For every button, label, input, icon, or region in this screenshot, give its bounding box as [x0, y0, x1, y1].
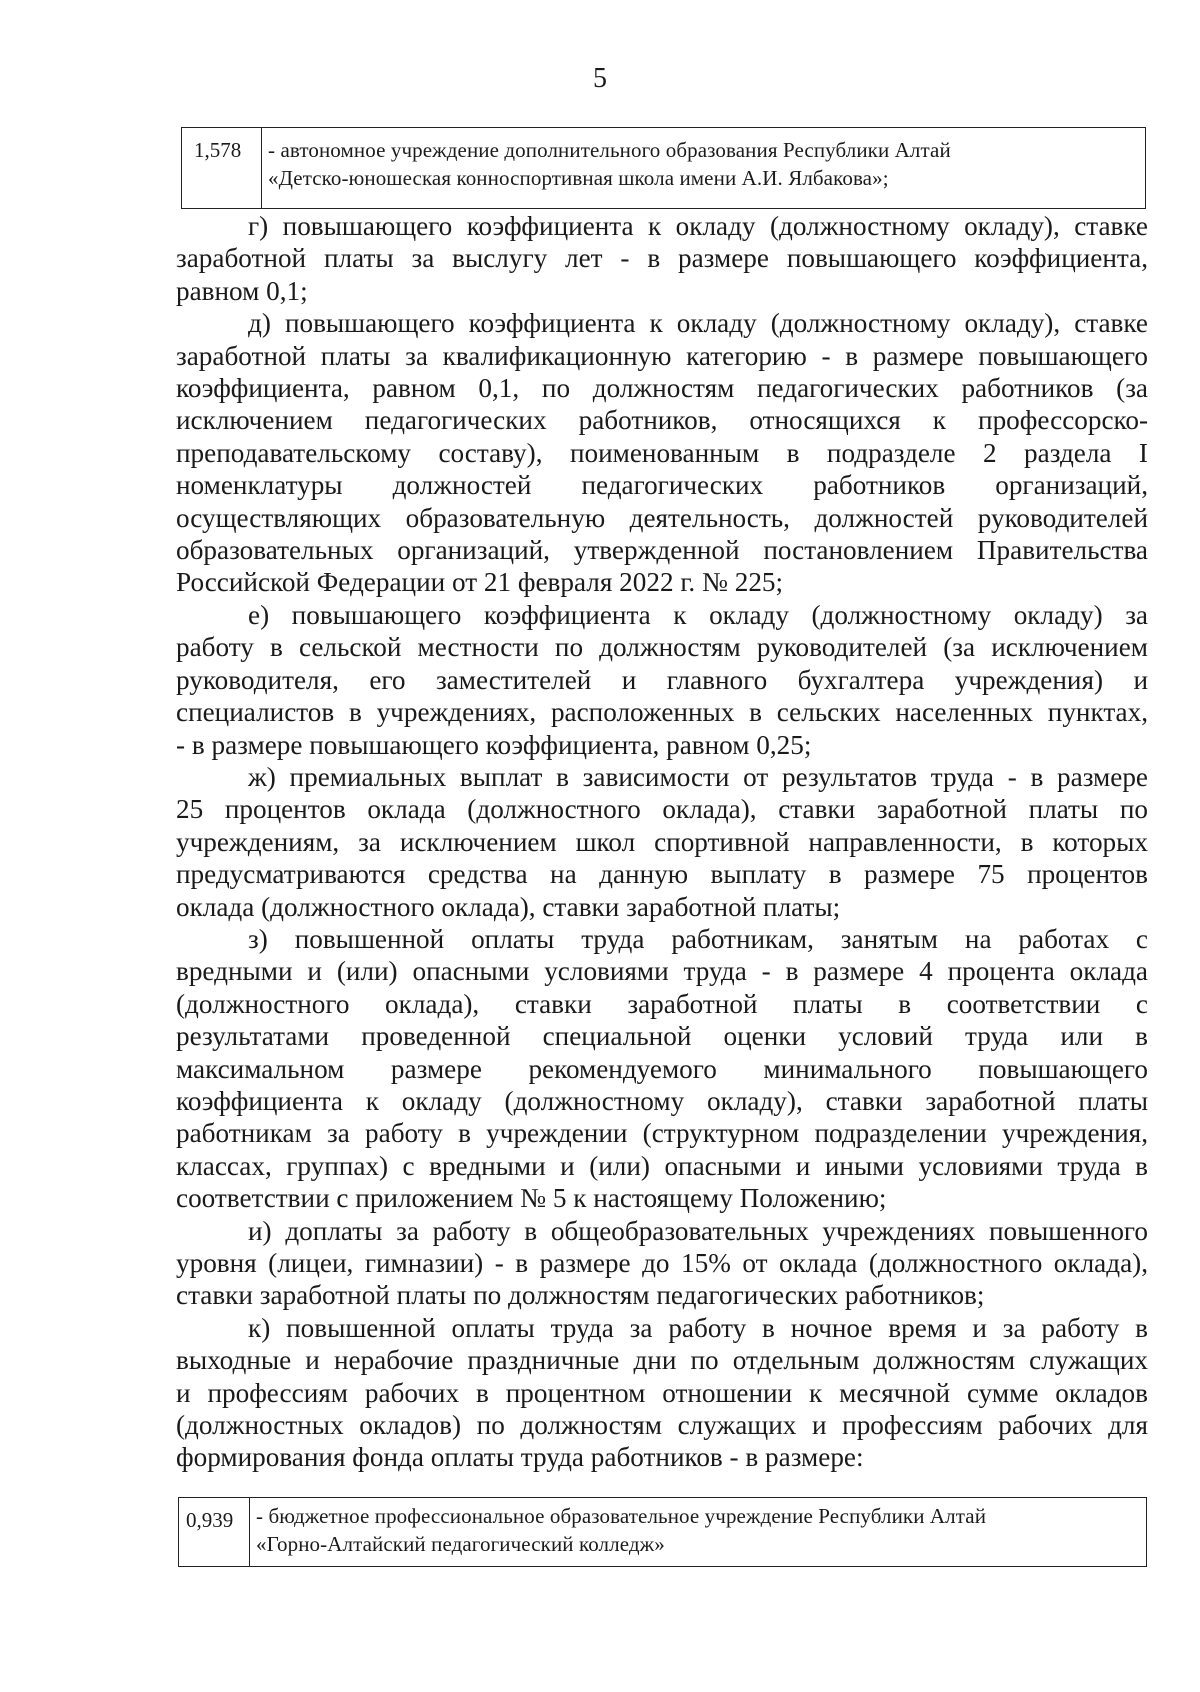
paragraph-line: классах, группах) с вредными и (или) опасными и иными условиями труда в	[176, 1150, 1148, 1181]
paragraph-item-e	[176, 599, 1148, 761]
paragraph-item-zh	[176, 761, 1148, 923]
page-number: 5	[593, 63, 607, 94]
paragraph-line: максимальном размере рекомендуемого минимального повышающего	[176, 1053, 1148, 1084]
paragraph-line: д) повышающего коэффициента к окладу (должностному окладу), ставке	[248, 308, 1148, 339]
paragraph-line: руководителя, его заместителей и главного бухгалтера учреждения) и	[176, 664, 1148, 695]
paragraph-item-d	[176, 307, 1148, 599]
institution-line: «Горно-Алтайский педагогический колледж»	[256, 1532, 665, 1556]
paragraph-line: формирования фонда оплаты труда работников - в размере:	[176, 1442, 864, 1473]
paragraph-line: заработной платы за квалификационную категорию - в размере повышающего	[176, 340, 1148, 371]
paragraph-line: (должностных окладов) по должностям служащих и профессиям рабочих для	[176, 1410, 1148, 1441]
paragraph-line: работу в сельской местности по должностям руководителей (за исключением	[176, 632, 1148, 663]
paragraph-line: заработной платы за выслугу лет - в размере повышающего коэффициента,	[176, 243, 1148, 274]
paragraph-line: учреждениям, за исключением школ спортивной направленности, в которых	[176, 826, 1148, 857]
institution-line: - автономное учреждение дополнительного образования Республики Алтай	[268, 138, 951, 162]
coefficient-table-bottom	[178, 1497, 1147, 1567]
paragraph-line: преподавательскому составу), поименованным в подразделе 2 раздела I	[176, 437, 1148, 468]
paragraph-line: осуществляющих образовательную деятельность, должностей руководителей	[176, 502, 1148, 533]
paragraph-line: образовательных организаций, утвержденной постановлением Правительства	[176, 535, 1148, 566]
paragraph-line: исключением педагогических работников, относящихся к профессорско-	[176, 405, 1148, 436]
coefficient-value: 1,578	[182, 128, 262, 208]
paragraph-line: предусматриваются средства на данную выплату в размере 75 процентов	[176, 859, 1148, 890]
institution-description	[262, 128, 959, 208]
paragraph-item-z	[176, 923, 1148, 1215]
paragraph-line: ставки заработной платы по должностям педагогических работников;	[176, 1280, 985, 1311]
paragraph-line: коэффициента, равном 0,1, по должностям педагогических работников (за	[176, 373, 1148, 404]
paragraph-line: номенклатуры должностей педагогических работников организаций,	[176, 470, 1148, 501]
paragraph-item-k	[176, 1312, 1148, 1474]
paragraph-line: и) доплаты за работу в общеобразовательных учреждениях повышенного	[248, 1215, 1148, 1246]
paragraph-line: е) повышающего коэффициента к окладу (должностному окладу) за	[248, 599, 1148, 630]
paragraph-item-i	[176, 1215, 1148, 1312]
paragraph-line: коэффициента к окладу (должностному окладу), ставки заработной платы	[176, 1085, 1148, 1116]
institution-line: - бюджетное профессиональное образовательное учреждение Республики Алтай	[256, 1504, 987, 1528]
paragraph-line: к) повышенной оплаты труда за работу в ночное время и за работу в	[248, 1312, 1148, 1343]
paragraph-line: и профессиям рабочих в процентном отношении к месячной сумме окладов	[176, 1377, 1148, 1408]
paragraph-line: Российской Федерации от 21 февраля 2022 г. № 225;	[176, 567, 784, 598]
paragraph-item-g	[176, 210, 1148, 307]
paragraph-line: специалистов в учреждениях, расположенных в сельских населенных пунктах,	[176, 697, 1148, 728]
paragraph-line: (должностного оклада), ставки заработной платы в соответствии с	[176, 988, 1148, 1019]
paragraph-line: з) повышенной оплаты труда работникам, занятым на работах с	[248, 923, 1148, 954]
coefficient-value: 0,939	[179, 1498, 250, 1566]
paragraph-line: равном 0,1;	[176, 275, 308, 306]
paragraph-line: соответствии с приложением № 5 к настоящему Положению;	[176, 1183, 887, 1214]
paragraph-line: - в размере повышающего коэффициента, равном 0,25;	[176, 729, 812, 760]
paragraph-line: вредными и (или) опасными условиями труда - в размере 4 процента оклада	[176, 956, 1148, 987]
coefficient-table-top	[181, 127, 1146, 209]
paragraph-line: результатами проведенной специальной оценки условий труда или в	[176, 1021, 1148, 1052]
paragraph-line: уровня (лицеи, гимназии) - в размере до 15% от оклада (должностного оклада),	[176, 1248, 1148, 1278]
institution-description	[250, 1498, 994, 1566]
institution-line: «Детско-юношеская конноспортивная школа имени А.И. Ялбакова»;	[268, 166, 889, 190]
paragraph-line: ж) премиальных выплат в зависимости от результатов труда - в размере	[248, 761, 1148, 792]
paragraph-line: выходные и нерабочие праздничные дни по отдельным должностям служащих	[176, 1345, 1148, 1376]
paragraph-line: г) повышающего коэффициента к окладу (должностному окладу), ставке	[248, 211, 1148, 241]
paragraph-line: работникам за работу в учреждении (структурном подразделении учреждения,	[176, 1118, 1148, 1149]
document-body	[176, 210, 1148, 1474]
paragraph-line: 25 процентов оклада (должностного оклада), ставки заработной платы по	[176, 794, 1148, 825]
paragraph-line: оклада (должностного оклада), ставки заработной платы;	[176, 891, 841, 922]
